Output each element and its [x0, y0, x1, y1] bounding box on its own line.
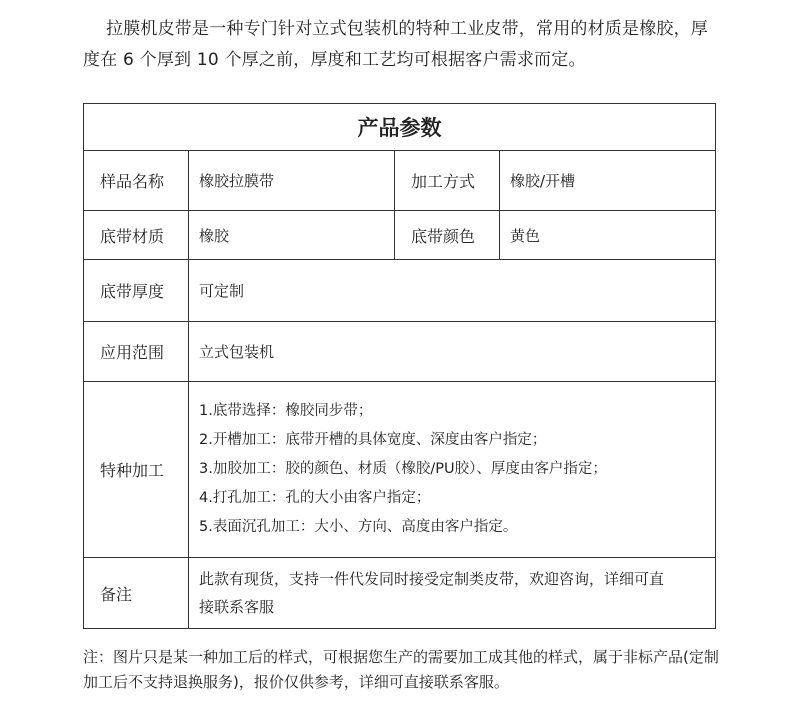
special-label: 特种加工	[84, 382, 189, 558]
special-list	[189, 382, 716, 558]
application-label: 应用范围	[84, 322, 189, 382]
table-row	[84, 558, 716, 629]
color-value: 黄色	[500, 211, 716, 260]
remark-label: 备注	[84, 558, 189, 629]
table-row	[84, 151, 716, 211]
intro-paragraph: 拉膜机皮带是一种专门针对立式包装机的特种工业皮带，常用的材质是橡胶，厚度在 6 个厚到 10 个厚之前，厚度和工艺均可根据客户需求而定。	[83, 19, 708, 70]
thickness-value: 可定制	[189, 260, 716, 322]
list-item: 1.底带选择：橡胶同步带；	[199, 403, 373, 419]
table-row	[84, 322, 716, 382]
table-row	[84, 260, 716, 322]
sample-name-value: 橡胶拉膜带	[189, 151, 395, 211]
footer-note: 注：图片只是某一种加工后的样式，可根据您生产的需要加工成其他的样式，属于非标产品(定制加工后不支持退换服务)，报价仅供参考，详细可直接联系客服。	[83, 648, 719, 691]
list-item: 2.开槽加工：底带开槽的具体宽度、深度由客户指定；	[199, 432, 547, 448]
table-row	[84, 382, 716, 558]
thickness-label: 底带厚度	[84, 260, 189, 322]
sample-name-label: 样品名称	[84, 151, 189, 211]
application-value: 立式包装机	[189, 322, 716, 382]
product-params-table	[83, 103, 716, 629]
list-item: 5.表面沉孔加工：大小、方向、高度由客户指定。	[199, 519, 518, 535]
color-label: 底带颜色	[395, 211, 500, 260]
list-item: 4.打孔加工：孔的大小由客户指定；	[199, 490, 431, 506]
material-label: 底带材质	[84, 211, 189, 260]
process-label: 加工方式	[395, 151, 500, 211]
table-title: 产品参数	[84, 104, 716, 151]
process-value: 橡胶/开槽	[500, 151, 716, 211]
table-row	[84, 211, 716, 260]
list-item: 3.加胶加工：胶的颜色、材质（橡胶/PU胶）、厚度由客户指定；	[199, 461, 607, 477]
remark-value: 此款有现货，支持一件代发同时接受定制类皮带，欢迎咨询，详细可直接联系客服	[189, 558, 716, 629]
material-value: 橡胶	[189, 211, 395, 260]
